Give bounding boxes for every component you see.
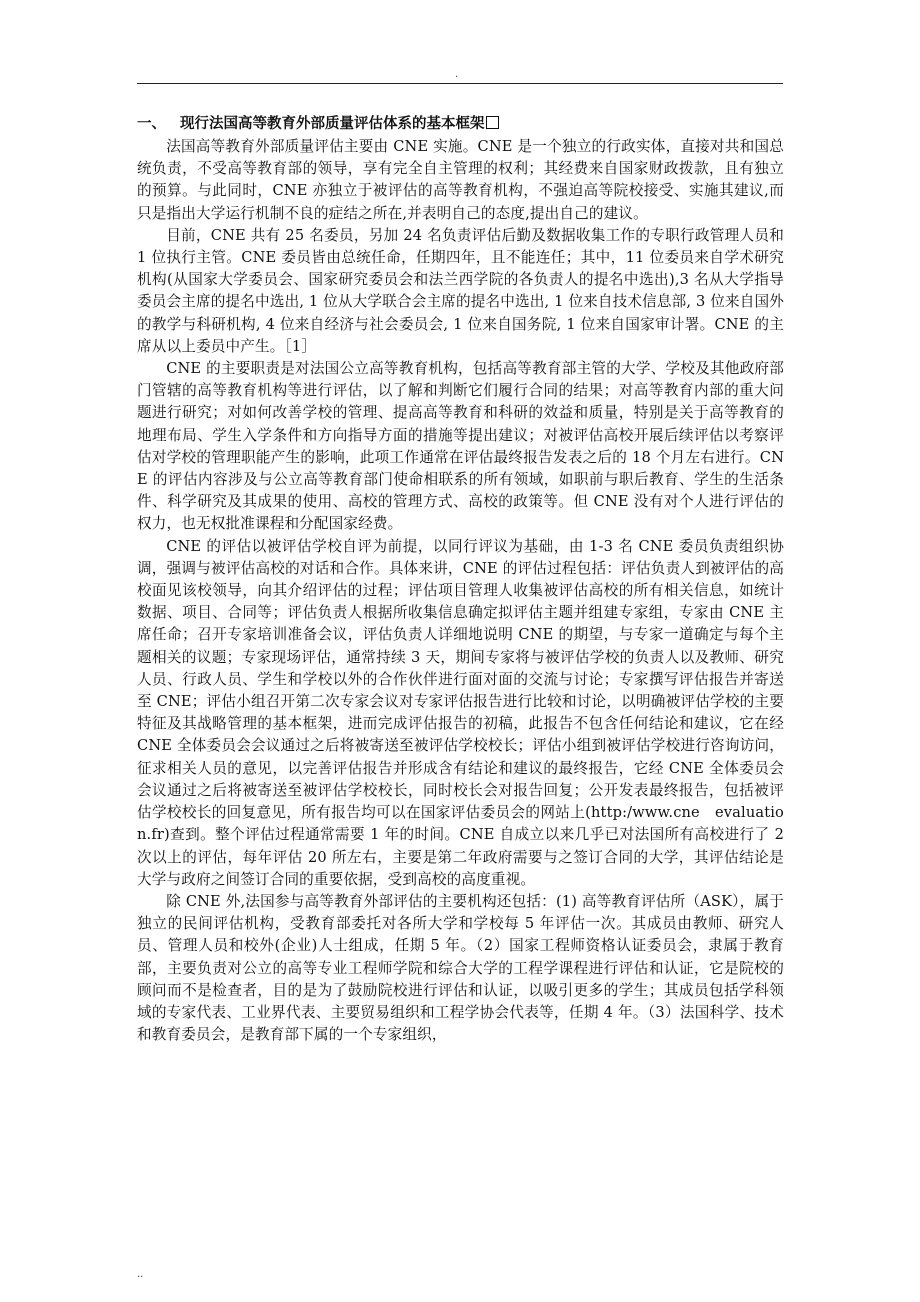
- document-body: [137, 112, 784, 1046]
- paragraph-cne-membership: 目前，CNE 共有 25 名委员，另加 24 名负责评估后勤及数据收集工作的专职行政管理人员和 1 位执行主管。CNE 委员皆由总统任命，任期四年，且不能连任；其中，11 位委员来自学术研究机构(从国家大学委员会、国家研究委员会和法兰西学院的各负责人的提名中选出),3 名从大学指导委员会主席的提名中选出, 1 位从大学联合会主席的提名中选出, 1 位来自技术信息部, 3 位来自国外的教学与科研机构, 4 位来自经济与社会委员会, 1 位来自国务院, 1 位来自国家审计署。CNE 的主席从以上委员中产生。［1］: [137, 226, 784, 355]
- paragraph-cne-overview: 法国高等教育外部质量评估主要由 CNE 实施。CNE 是一个独立的行政实体，直接对共和国总统负责，不受高等教育部的领导，享有完全自主管理的权利；其经费来自国家财政拨款，且有独立的预算。与此同时，CNE 亦独立于被评估的高等教育机构，不强迫高等院校接受、实施其建议,而只是指出大学运行机制不良的症结之所在,并表明自己的态度,提出自己的建议。: [137, 138, 784, 222]
- header-rule: [137, 83, 783, 84]
- placeholder-box-icon: [486, 116, 499, 129]
- paragraph-cne-process: CNE 的评估以被评估学校自评为前提，以同行评议为基础，由 1-3 名 CNE 委员负责组织协调，强调与被评估高校的对话和合作。具体来讲，CNE 的评估过程包括：评估负责人到被评估的高校面见该校领导，向其介绍评估的过程；评估项目管理人收集被评估高校的所有相关信息，如统计数据、项目、合同等；评估负责人根据所收集信息确定拟评估主题并组建专家组，专家由 CNE 主席任命；召开专家培训准备会议，评估负责人详细地说明 CNE 的期望，与专家一道确定与每个主题相关的议题；专家现场评估，通常持续 3 天，期间专家将与被评估学校的负责人以及教师、研究人员、行政人员、学生和学校以外的合作伙伴进行面对面的交流与讨论；专家撰写评估报告并寄送至 CNE；评估小组召开第二次专家会议对专家评估报告进行比较和讨论，以明确被评估学校的主要特征及其战略管理的基本框架，进而完成评估报告的初稿，此报告不包含任何结论和建议，它在经 CNE 全体委员会会议通过之后将被寄送至被评估学校校长；评估小组到被评估学校进行咨询访问，征求相关人员的意见，以完善评估报告并形成含有结论和建议的最终报告，它经 CNE 全体委员会会议通过之后将被寄送至被评估学校校长，同时校长会对报告回复；公开发表最终报告，包括被评估学校校长的回复意见，所有报告均可以在国家评估委员会的网站上(http:/www.cne evaluation.fr)查到。整个评估过程通常需要 1 年的时间。CNE 自成立以来几乎已对法国所有高校进行了 2 次以上的评估，每年评估 20 所左右，主要是第二年政府需要与之签订合同的大学，其评估结论是大学与政府之间签订合同的重要依据，受到高校的高度重视。: [137, 537, 784, 888]
- paragraph-other-agencies: 除 CNE 外,法国参与高等教育外部评估的主要机构还包括：(1) 高等教育评估所（ASK），属于独立的民间评估机构，受教育部委托对各所大学和学校每 5 年评估一次。其成员由教师、研究人员、管理人员和校外(企业)人士组成，任期 5 年。（2）国家工程师资格认证委员会，隶属于教育部，主要负责对公立的高等专业工程师学院和综合大学的工程学课程进行评估和认证，它是院校的顾问而不是检查者，目的是为了鼓励院校进行评估和认证，以吸引更多的学生；其成员包括学科领域的专家代表、工业界代表、主要贸易组织和工程学协会代表等，任期 4 年。（3）法国科学、技术和教育委员会，是教育部下属的一个专家组织，: [137, 892, 784, 1044]
- paragraph-cne-duties: CNE 的主要职责是对法国公立高等教育机构，包括高等教育部主管的大学、学校及其他政府部门管辖的高等教育机构等进行评估，以了解和判断它们履行合同的结果；对高等教育内部的重大问题进行研究；对如何改善学校的管理、提高高等教育和科研的效益和质量，特别是关于高等教育的地理布局、学生入学条件和方向指导方面的措施等提出建议；对被评估高校开展后续评估以考察评估对学校的管理职能产生的影响，此项工作通常在评估最终报告发表之后的 18 个月左右进行。CNE 的评估内容涉及与公立高等教育部门使命相联系的所有领域，如职前与职后教育、学生的生活条件、科学研究及其成果的使用、高校的管理方式、高校的政策等。但 CNE 没有对个人进行评估的权力，也无权批准课程和分配国家经费。: [137, 360, 784, 533]
- header-mark: .: [455, 69, 459, 80]
- section-heading: [137, 112, 784, 136]
- section-number: 一、: [137, 116, 166, 132]
- footer-mark: ..: [137, 1269, 144, 1280]
- section-title: 现行法国高等教育外部质量评估体系的基本框架: [180, 116, 485, 132]
